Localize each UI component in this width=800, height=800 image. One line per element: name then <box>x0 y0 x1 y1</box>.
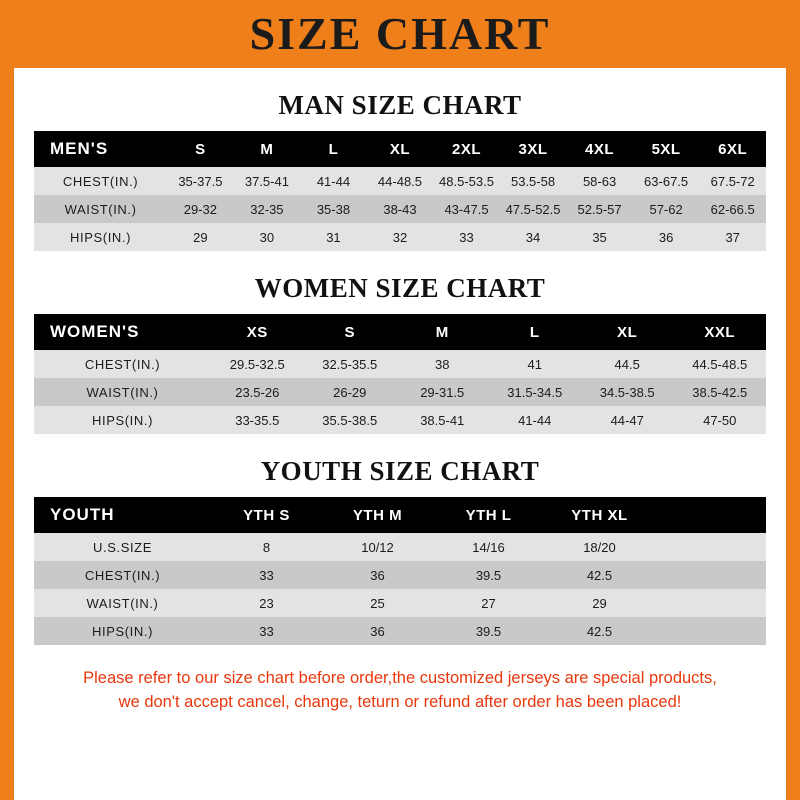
youth-waist-m: 25 <box>370 595 385 611</box>
men-table-body <box>34 167 766 251</box>
men-header-l: L <box>328 140 339 158</box>
men-chest-4xl: 58-63 <box>582 173 617 189</box>
women-header-xxl: XXL <box>704 323 736 341</box>
women-hips-xxl: 47-50 <box>703 412 737 428</box>
youth-chest-xl: 42.5 <box>586 567 613 583</box>
table-row <box>34 350 766 378</box>
women-chest-l: 41 <box>527 356 542 372</box>
men-header-6xl: 6XL <box>718 140 748 158</box>
men-waist-m: 32-35 <box>250 201 284 217</box>
youth-size-table <box>34 497 766 645</box>
women-chest-xl: 44.5 <box>614 356 640 372</box>
men-hips-5xl: 36 <box>658 229 674 245</box>
women-waist-m: 29-31.5 <box>420 384 465 400</box>
youth-row-waist-label: WAIST(IN.) <box>86 595 159 611</box>
men-waist-5xl: 57-62 <box>649 201 683 217</box>
women-header-m: M <box>435 323 449 341</box>
women-waist-l: 31.5-34.5 <box>507 384 563 400</box>
women-header-xs: XS <box>246 323 268 341</box>
table-row <box>34 195 766 223</box>
table-header-row <box>34 131 766 167</box>
youth-hips-m: 36 <box>370 623 385 639</box>
youth-ussize-xl: 18/20 <box>583 539 616 555</box>
men-header-m: M <box>260 140 274 158</box>
youth-ussize-s: 8 <box>262 539 271 555</box>
men-waist-l: 35-38 <box>316 201 351 217</box>
order-notice-line-1: Please refer to our size chart before order,the customized jerseys are special products, <box>83 669 717 687</box>
table-header-row <box>34 497 766 533</box>
youth-table-body <box>34 533 766 645</box>
order-notice <box>34 667 766 715</box>
men-row-hips-label: HIPS(IN.) <box>70 229 132 245</box>
women-chest-xxl: 44.5-48.5 <box>692 356 748 372</box>
men-header-3xl: 3XL <box>518 140 548 158</box>
women-size-table <box>34 314 766 434</box>
men-header-2xl: 2XL <box>451 140 481 158</box>
women-chest-xs: 29.5-32.5 <box>229 356 285 372</box>
youth-ussize-l: 14/16 <box>472 539 505 555</box>
men-chest-6xl: 67.5-72 <box>710 173 755 189</box>
youth-hips-xl: 42.5 <box>586 623 613 639</box>
youth-hips-l: 39.5 <box>475 623 502 639</box>
men-header-5xl: 5XL <box>651 140 681 158</box>
youth-waist-s: 23 <box>259 595 274 611</box>
men-hips-l: 31 <box>326 229 341 245</box>
youth-waist-l: 27 <box>481 595 496 611</box>
men-hips-2xl: 33 <box>459 229 474 245</box>
youth-row-ussize-label: U.S.SIZE <box>93 539 152 555</box>
women-table-body <box>34 350 766 434</box>
youth-header-yth-s: YTH S <box>243 506 290 524</box>
youth-section-title: YOUTH SIZE CHART <box>260 456 540 486</box>
youth-header-yth-l: YTH L <box>465 506 512 524</box>
men-waist-6xl: 62-66.5 <box>710 201 755 217</box>
men-header-xl: XL <box>389 140 411 158</box>
youth-waist-xl: 29 <box>592 595 607 611</box>
men-waist-s: 29-32 <box>183 201 217 217</box>
table-row <box>34 223 766 251</box>
youth-header-yth-m: YTH M <box>352 506 403 524</box>
men-chest-s: 35-37.5 <box>178 173 223 189</box>
women-hips-xs: 33-35.5 <box>235 412 280 428</box>
men-header-s: S <box>195 140 206 158</box>
women-row-hips-label: HIPS(IN.) <box>92 412 154 428</box>
table-row <box>34 561 766 589</box>
youth-ussize-empty <box>655 533 766 561</box>
men-chest-m: 37.5-41 <box>244 173 289 189</box>
women-waist-s: 26-29 <box>333 384 367 400</box>
women-hips-m: 38.5-41 <box>420 412 465 428</box>
men-hips-4xl: 35 <box>592 229 607 245</box>
men-hips-6xl: 37 <box>725 229 740 245</box>
youth-header-yth-xl: YTH XL <box>571 506 628 524</box>
women-header-s: S <box>344 323 356 341</box>
women-table-head <box>34 314 766 350</box>
table-row <box>34 617 766 645</box>
men-size-table <box>34 131 766 251</box>
women-waist-xxl: 38.5-42.5 <box>692 384 748 400</box>
youth-header-label: YOUTH <box>50 505 115 524</box>
page-title: SIZE CHART <box>249 8 551 59</box>
men-row-waist-label: WAIST(IN.) <box>64 201 137 217</box>
men-header-4xl: 4XL <box>585 140 615 158</box>
table-row <box>34 167 766 195</box>
men-header-label: MEN'S <box>50 139 109 158</box>
order-notice-line-2: we don't accept cancel, change, teturn or refund after order has been placed! <box>118 692 682 711</box>
youth-row-chest-label: CHEST(IN.) <box>84 567 161 583</box>
youth-chest-empty <box>655 561 766 589</box>
men-waist-3xl: 47.5-52.5 <box>505 201 561 217</box>
men-waist-xl: 38-43 <box>383 201 417 217</box>
women-chest-s: 32.5-35.5 <box>322 356 378 372</box>
youth-row-hips-label: HIPS(IN.) <box>92 623 154 639</box>
men-hips-m: 30 <box>259 229 275 245</box>
women-header-xl: XL <box>617 323 638 341</box>
chart-content <box>14 90 786 715</box>
youth-hips-empty <box>655 617 766 645</box>
table-row <box>34 533 766 561</box>
table-header-row <box>34 314 766 350</box>
youth-table-head <box>34 497 766 533</box>
men-chest-xl: 44-48.5 <box>377 173 423 189</box>
men-waist-2xl: 43-47.5 <box>444 201 489 217</box>
youth-ussize-m: 10/12 <box>361 539 394 555</box>
page-banner <box>0 0 800 68</box>
youth-chest-m: 36 <box>370 567 385 583</box>
women-waist-xs: 23.5-26 <box>235 384 280 400</box>
men-hips-xl: 32 <box>392 229 408 245</box>
women-hips-xl: 44-47 <box>610 412 644 428</box>
men-waist-4xl: 52.5-57 <box>577 201 622 217</box>
women-row-chest-label: CHEST(IN.) <box>84 356 161 372</box>
men-hips-3xl: 34 <box>525 229 541 245</box>
women-row-waist-label: WAIST(IN.) <box>86 384 159 400</box>
women-hips-l: 41-44 <box>518 412 552 428</box>
women-hips-s: 35.5-38.5 <box>322 412 378 428</box>
women-waist-xl: 34.5-38.5 <box>599 384 655 400</box>
men-chest-3xl: 53.5-58 <box>510 173 556 189</box>
men-chest-2xl: 48.5-53.5 <box>439 173 494 189</box>
table-row <box>34 406 766 434</box>
table-row <box>34 589 766 617</box>
youth-header-empty <box>655 497 766 533</box>
men-chest-l: 41-44 <box>316 173 351 189</box>
women-header-l: L <box>529 323 540 341</box>
women-header-label: WOMEN'S <box>50 322 140 341</box>
youth-chest-s: 33 <box>259 567 274 583</box>
youth-hips-s: 33 <box>259 623 274 639</box>
women-chest-m: 38 <box>435 356 450 372</box>
youth-waist-empty <box>655 589 766 617</box>
youth-chest-l: 39.5 <box>475 567 502 583</box>
men-chest-5xl: 63-67.5 <box>644 173 689 189</box>
men-table-head <box>34 131 766 167</box>
men-section-title: MAN SIZE CHART <box>278 90 522 120</box>
table-row <box>34 378 766 406</box>
men-row-chest-label: CHEST(IN.) <box>62 173 139 189</box>
men-hips-s: 29 <box>193 229 208 245</box>
women-section-title: WOMEN SIZE CHART <box>254 273 546 303</box>
